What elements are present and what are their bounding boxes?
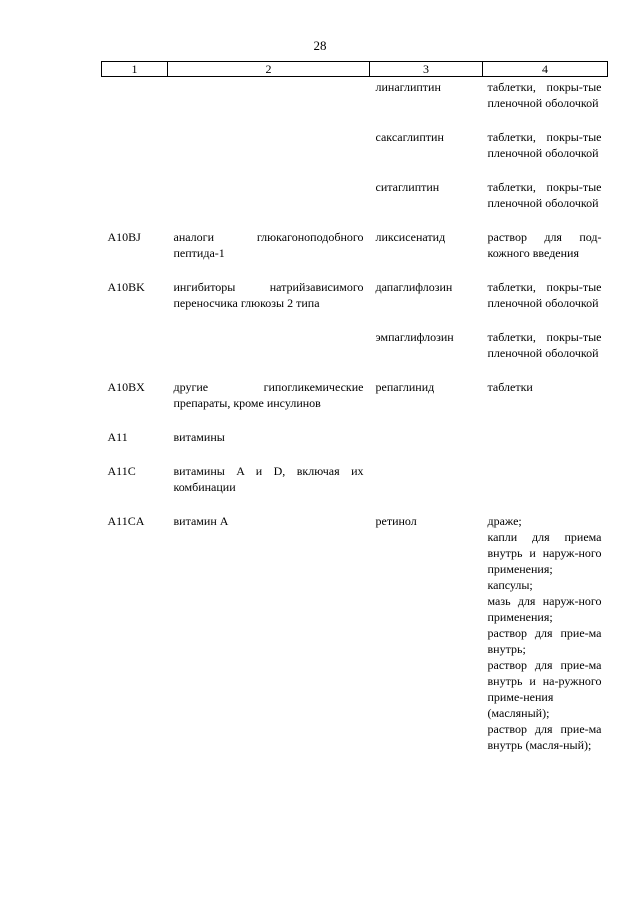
drug-name-cell: ликсисенатид bbox=[375, 230, 446, 244]
dosage-forms-cell bbox=[483, 377, 608, 427]
dosage-forms-cell bbox=[483, 461, 608, 511]
group-name-cell: витамины bbox=[173, 430, 225, 444]
atc-code-cell bbox=[102, 177, 168, 227]
dosage-form-item: таблетки, покры-тые пленочной оболочкой bbox=[487, 180, 602, 210]
atc-code-cell: A11C bbox=[107, 464, 136, 478]
dosage-forms-cell bbox=[483, 77, 608, 128]
group-name-cell: витамин A bbox=[173, 514, 229, 528]
dosage-form-item: таблетки bbox=[487, 380, 533, 394]
drug-name-cell: эмпаглифлозин bbox=[375, 330, 454, 344]
table-body bbox=[102, 77, 608, 770]
table-row bbox=[102, 177, 608, 227]
dosage-forms-cell bbox=[483, 327, 608, 377]
group-name-cell bbox=[168, 77, 370, 128]
atc-code-cell: A11 bbox=[107, 430, 128, 444]
dosage-form-item: мазь для наруж-ного применения; bbox=[487, 594, 602, 624]
dosage-form-item: таблетки, покры-тые пленочной оболочкой bbox=[487, 280, 602, 310]
drug-name-cell: ситаглиптин bbox=[375, 180, 440, 194]
dosage-forms-cell bbox=[483, 127, 608, 177]
group-name-cell bbox=[168, 177, 370, 227]
dosage-form-item: раствор для прие-ма внутрь (масля-ный); bbox=[487, 722, 602, 752]
dosage-form-item: раствор для под-кожного введения bbox=[487, 230, 602, 260]
drug-name-cell bbox=[370, 427, 483, 461]
dosage-forms-cell bbox=[483, 427, 608, 461]
drug-name-cell: репаглинид bbox=[375, 380, 435, 394]
atc-code-cell: A11CA bbox=[107, 514, 145, 528]
drug-name-cell: саксаглиптин bbox=[375, 130, 444, 144]
table-row bbox=[102, 227, 608, 277]
table-row bbox=[102, 511, 608, 769]
drug-name-cell: дапаглифлозин bbox=[375, 280, 453, 294]
dosage-form-item: раствор для прие-ма внутрь; bbox=[487, 626, 602, 656]
group-name-cell: витамины A и D, включая их комбинации bbox=[173, 464, 364, 494]
drug-name-cell: линаглиптин bbox=[375, 80, 441, 94]
group-name-cell bbox=[168, 327, 370, 377]
group-name-cell: ингибиторы натрийзависимого переносчика глюкозы 2 типа bbox=[173, 280, 364, 310]
table-row bbox=[102, 77, 608, 128]
dosage-forms-cell bbox=[483, 177, 608, 227]
table-row bbox=[102, 461, 608, 511]
table-row bbox=[102, 427, 608, 461]
dosage-form-item: таблетки, покры-тые пленочной оболочкой bbox=[487, 330, 602, 360]
column-header-4: 4 bbox=[483, 62, 608, 77]
group-name-cell bbox=[168, 127, 370, 177]
dosage-form-item: драже; bbox=[487, 514, 522, 528]
table-row bbox=[102, 327, 608, 377]
medicines-table bbox=[101, 61, 608, 769]
dosage-form-item: капли для приема внутрь и наруж-ного применения; bbox=[487, 530, 602, 576]
atc-code-cell: A10BK bbox=[107, 280, 145, 294]
atc-code-cell bbox=[102, 127, 168, 177]
dosage-forms-cell bbox=[483, 227, 608, 277]
column-header-2: 2 bbox=[168, 62, 370, 77]
dosage-form-item: таблетки, покры-тые пленочной оболочкой bbox=[487, 80, 602, 110]
atc-code-cell bbox=[102, 77, 168, 128]
dosage-forms-cell bbox=[483, 511, 608, 769]
table-row bbox=[102, 377, 608, 427]
drug-name-cell bbox=[370, 461, 483, 511]
dosage-form-item: раствор для прие-ма внутрь и на-ружного приме-нения (масляный); bbox=[487, 658, 602, 720]
drug-name-cell: ретинол bbox=[375, 514, 417, 528]
page-number: 28 bbox=[313, 38, 327, 53]
dosage-forms-cell bbox=[483, 277, 608, 327]
group-name-cell: аналоги глюкагоноподобного пептида-1 bbox=[173, 230, 364, 260]
group-name-cell: другие гипогликемические препараты, кроме инсулинов bbox=[173, 380, 364, 410]
dosage-form-item: капсулы; bbox=[487, 578, 533, 592]
table-row bbox=[102, 277, 608, 327]
atc-code-cell: A10BX bbox=[107, 380, 145, 394]
atc-code-cell: A10BJ bbox=[107, 230, 141, 244]
column-header-1: 1 bbox=[102, 62, 168, 77]
table-row bbox=[102, 127, 608, 177]
dosage-form-item: таблетки, покры-тые пленочной оболочкой bbox=[487, 130, 602, 160]
table-header-row bbox=[102, 62, 608, 77]
column-header-3: 3 bbox=[370, 62, 483, 77]
atc-code-cell bbox=[102, 327, 168, 377]
